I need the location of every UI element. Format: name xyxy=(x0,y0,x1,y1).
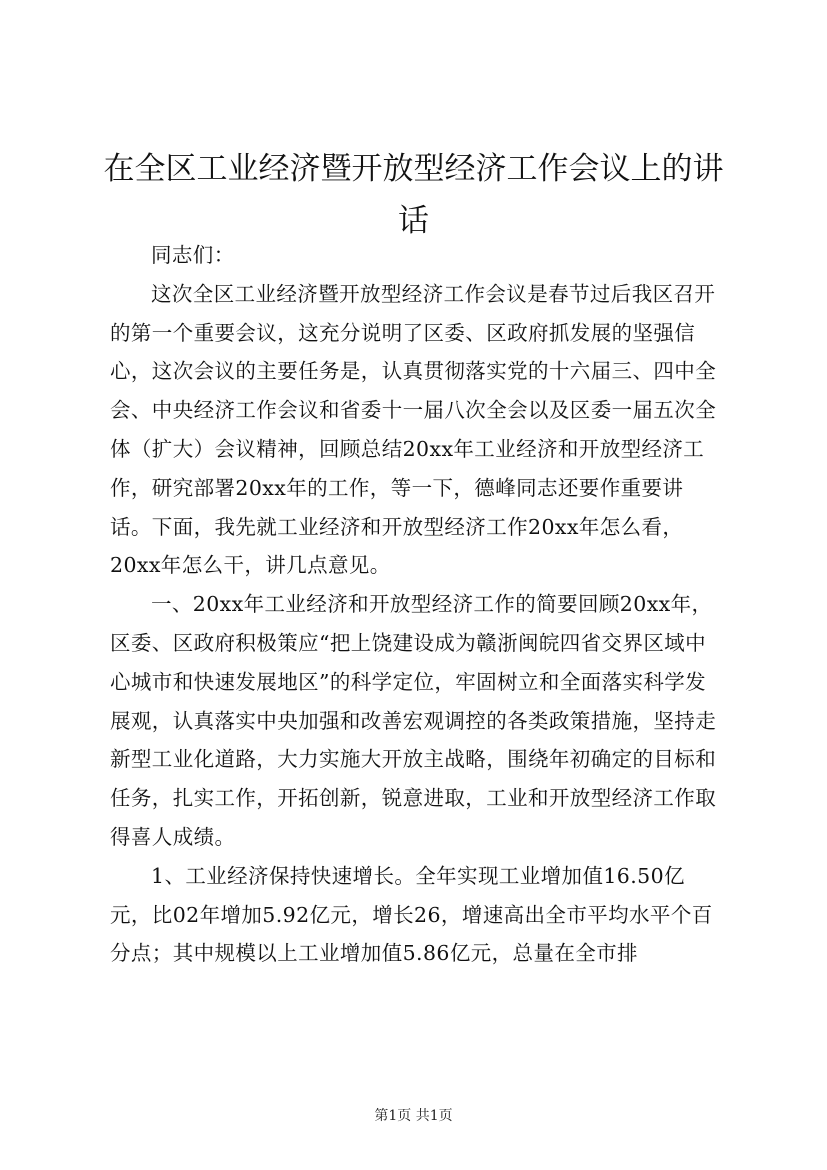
document-body xyxy=(110,236,722,973)
title-line-1: 在全区工业经济暨开放型经济工作会议上的讲 xyxy=(103,151,724,187)
body-paragraph-1: 这次全区工业经济暨开放型经济工作会议是春节过后我区召开的第一个重要会议，这充分说明了区委、区政府抓发展的坚强信心，这次会议的主要任务是，认真贯彻落实党的十六届三、四中全会、中央经济工作会议和省委十一届八次全会以及区委一届五次全体（扩大）会议精神，回顾总结20xx年工业经济和开放型经济工作，研究部署20xx年的工作，等一下，德峰同志还要作重要讲话。下面，我先就工业经济和开放型经济工作20xx年怎么看，20xx年怎么干，讲几点意见。 xyxy=(110,281,717,578)
body-paragraph-3: 1、工业经济保持快速增长。全年实现工业增加值16.50亿元，比02年增加5.92亿元，增长26，增速高出全市平均水平个百分点；其中规模以上工业增加值5.86亿元，总量在全市排 xyxy=(110,863,713,966)
document-title xyxy=(100,143,727,247)
body-paragraph-2: 一、20xx年工业经济和开放型经济工作的简要回顾20xx年，区委、区政府积极策应“把上饶建设成为赣浙闽皖四省交界区域中心城市和快速发展地区”的科学定位，牢固树立和全面落实科学发展观，认真落实中央加强和改善宏观调控的各类政策措施，坚持走新型工业化道路，大力实施大开放主战略，围绕年初确定的目标和任务，扎实工作，开拓创新，锐意进取，工业和开放型经济工作取得喜人成绩。 xyxy=(110,592,717,849)
page-footer: 第1页 共1页 xyxy=(374,1108,453,1124)
title-line-2: 话 xyxy=(398,203,429,239)
salutation-paragraph: 同志们： xyxy=(151,243,235,267)
